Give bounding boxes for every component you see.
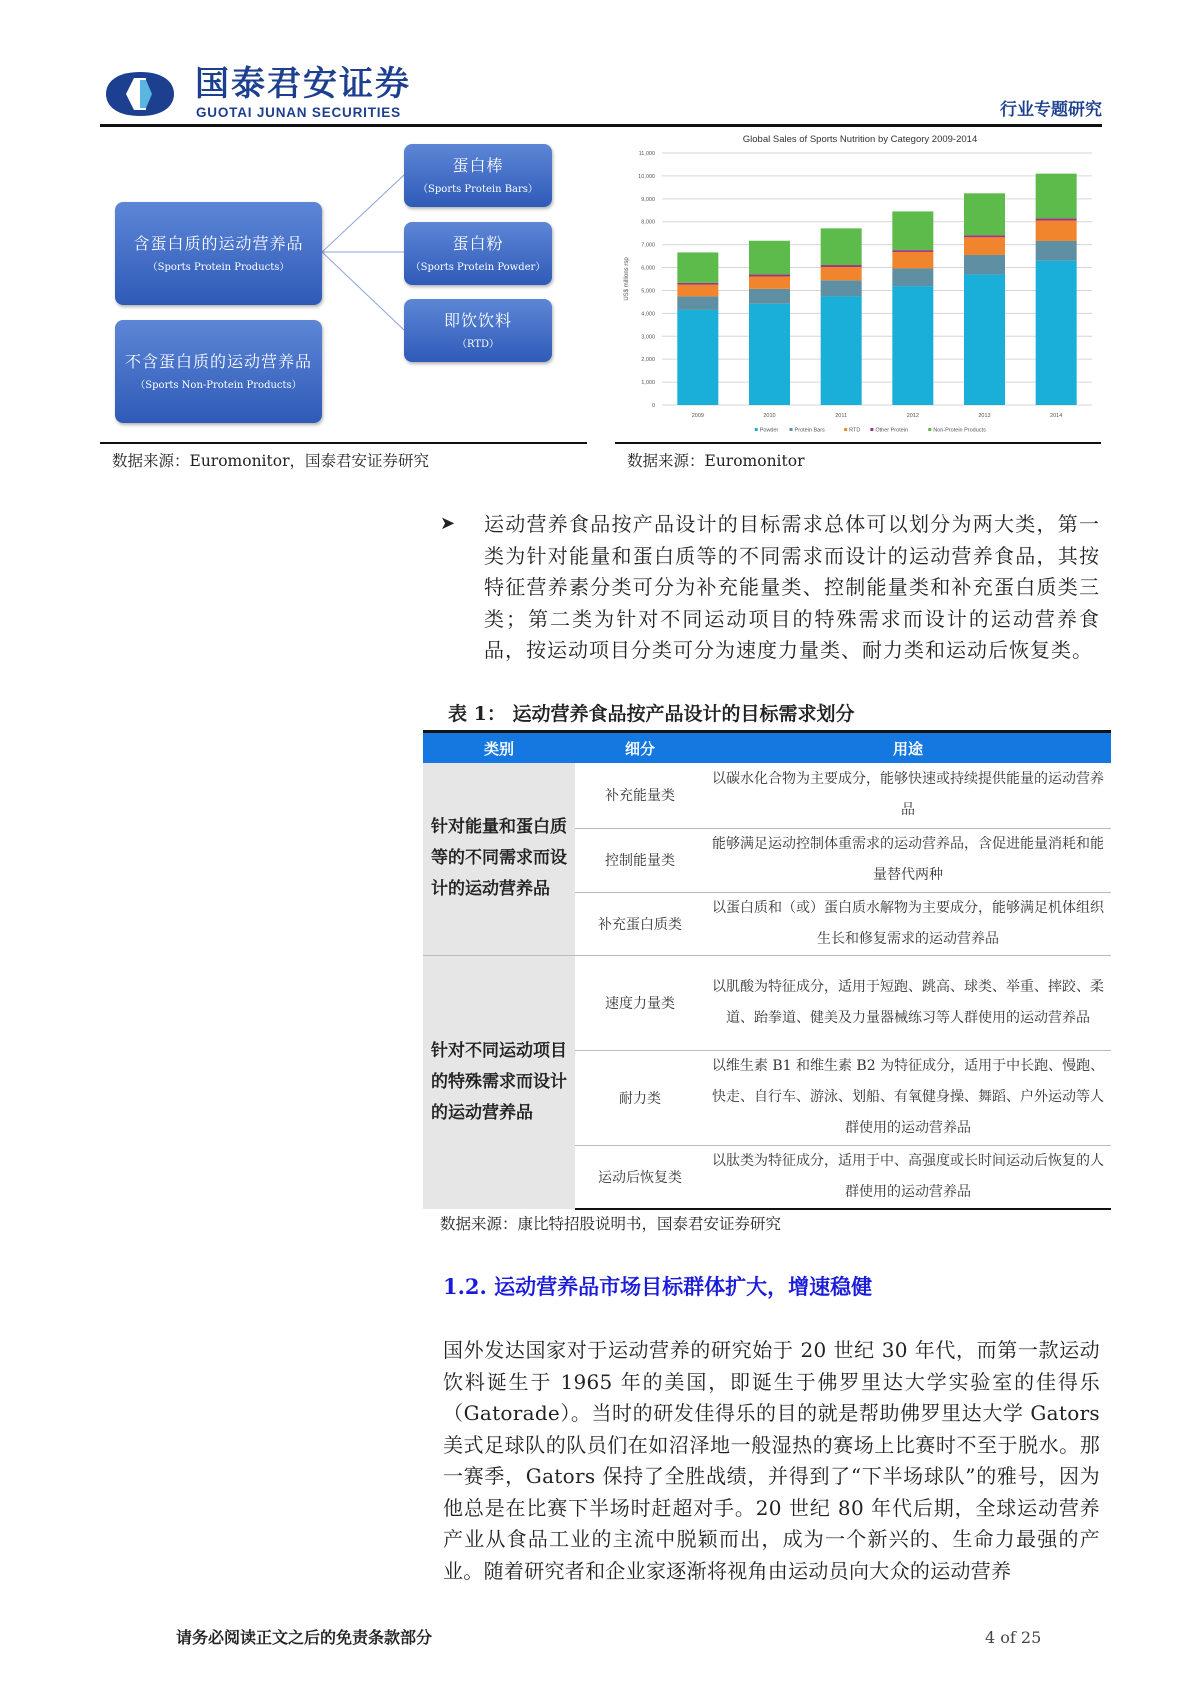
bar-segment-protein-bars	[749, 289, 790, 304]
y-tick-label: 7,000	[641, 242, 655, 249]
bar-segment-powder	[892, 286, 933, 405]
y-tick-label: 3,000	[641, 334, 655, 341]
protein-powder-box	[404, 222, 552, 285]
legend-label: Protein Bars	[794, 427, 825, 434]
company-logo-icon	[104, 70, 176, 118]
bar-segment-other-protein	[1036, 218, 1077, 220]
box-subtitle: （RTD）	[456, 338, 500, 350]
bar-segment-rtd	[964, 237, 1005, 255]
x-tick-label: 2012	[906, 413, 919, 419]
box-title: 蛋白棒	[452, 155, 504, 175]
bar-segment-other-protein	[677, 283, 718, 285]
arrow-bullet-icon: ➤	[440, 513, 456, 534]
header-usage: 用途	[705, 733, 1111, 763]
disclaimer-note: 请务必阅读正文之后的免责条款部分	[176, 1628, 433, 1647]
sales-chart	[620, 128, 1100, 440]
subcategory-cell: 控制能量类	[575, 828, 705, 892]
y-tick-label: 6,000	[641, 265, 655, 272]
bar-segment-powder	[749, 304, 790, 405]
category-cell: 针对能量和蛋白质等的不同需求而设计的运动营养品	[423, 763, 575, 955]
legend-swatch	[928, 428, 931, 431]
logo-text-en: GUOTAI JUNAN SECURITIES	[196, 105, 401, 120]
chart-title: Global Sales of Sports Nutrition by Category 2009-2014	[742, 134, 978, 145]
box-title: 蛋白粉	[452, 233, 504, 253]
table-row	[423, 955, 1111, 1050]
diagram-connectors	[322, 140, 412, 370]
subcategory-cell: 补充蛋白质类	[575, 892, 705, 955]
x-tick-label: 2010	[763, 413, 776, 419]
page-number: 4 of 25	[985, 1628, 1042, 1647]
subcategory-cell: 补充能量类	[575, 763, 705, 828]
bar-segment-rtd	[821, 267, 862, 280]
x-tick-label: 2014	[1050, 413, 1063, 419]
protein-products-box	[115, 202, 322, 305]
report-type: 行业专题研究	[1000, 100, 1102, 120]
figure-rule-right	[615, 442, 1101, 444]
header-rule	[100, 124, 1102, 127]
section-heading: 1.2. 运动营养品市场目标群体扩大，增速稳健	[443, 1274, 873, 1299]
box-subtitle: （Sports Non-Protein Products）	[135, 379, 302, 391]
source-caption-right: 数据来源：Euromonitor	[627, 452, 805, 470]
bar-segment-other-protein	[892, 250, 933, 252]
target-demand-table	[423, 733, 1111, 1210]
table-row	[423, 763, 1111, 828]
usage-cell: 以肽类为特征成分，适用于中、高强度或长时间运动后恢复的人群使用的运动营养品	[705, 1145, 1111, 1209]
bar-segment-protein-bars	[677, 296, 718, 310]
y-tick-label: 1,000	[641, 380, 655, 387]
bar-segment-powder	[821, 296, 862, 405]
legend-swatch	[755, 428, 758, 431]
usage-cell: 能够满足运动控制体重需求的运动营养品，含促进能量消耗和能量替代两种	[705, 828, 1111, 892]
section-body: 国外发达国家对于运动营养的研究始于 20 世纪 30 年代，而第一款运动饮料诞生于 1965 年的美国，即诞生于佛罗里达大学实验室的佳得乐（Gatorade）。当时的研发佳得乐的目的就是帮助佛罗里达大学 Gators 美式足球队的队员们在如沼泽地一般湿热的赛场上比赛时不至于脱水。那一赛季，Gators 保持了全胜战绩，并得到了“下半场球队”的雅号，因为他总是在比赛下半场时赶超对手。20 世纪 80 年代后期，全球运动营养产业从食品工业的主流中脱颖而出，成为一个新兴的、生命力最强的产业。随着研究者和企业家逐渐将视角由运动员向大众的运动营养	[443, 1338, 1100, 1583]
bar-segment-non-protein-products	[964, 193, 1005, 235]
bar-segment-non-protein-products	[892, 211, 933, 250]
source-caption-left: 数据来源：Euromonitor，国泰君安证券研究	[112, 452, 429, 470]
y-tick-label: 4,000	[641, 311, 655, 318]
legend-label: Non-Protein Products	[933, 427, 986, 434]
bar-segment-other-protein	[749, 274, 790, 276]
legend-label: Powder	[759, 427, 779, 434]
table-header-row	[423, 733, 1111, 763]
x-tick-label: 2009	[691, 413, 704, 419]
bar-segment-protein-bars	[1036, 241, 1077, 261]
box-subtitle: （Sports Protein Products）	[147, 261, 290, 273]
figure-rule-left	[100, 442, 587, 444]
bar-segment-rtd	[892, 252, 933, 268]
bar-segment-protein-bars	[821, 280, 862, 296]
y-tick-label: 11,000	[638, 151, 655, 157]
legend-label: Other Protein	[875, 427, 909, 434]
header-subcategory: 细分	[575, 733, 705, 763]
usage-cell: 以维生素 B1 和维生素 B2 为特征成分，适用于中长跑、慢跑、快走、自行车、游泳、划船、有氧健身操、舞蹈、户外运动等人群使用的运动营养品	[705, 1050, 1111, 1145]
y-tick-label: 5,000	[641, 288, 655, 295]
y-tick-label: 2,000	[641, 357, 655, 364]
usage-cell: 以蛋白质和（或）蛋白质水解物为主要成分，能够满足机体组织生长和修复需求的运动营养品	[705, 892, 1111, 955]
bar-segment-rtd	[1036, 221, 1077, 241]
bar-segment-powder	[964, 274, 1005, 405]
category-cell: 针对不同运动项目的特殊需求而设计的运动营养品	[423, 955, 575, 1209]
subcategory-cell: 运动后恢复类	[575, 1145, 705, 1209]
bar-segment-non-protein-products	[821, 228, 862, 265]
x-tick-label: 2011	[835, 413, 848, 419]
header-category: 类别	[423, 733, 575, 763]
legend-label: RTD	[849, 427, 861, 434]
x-tick-label: 2013	[978, 413, 991, 419]
bar-segment-rtd	[677, 285, 718, 297]
subcategory-cell: 速度力量类	[575, 955, 705, 1050]
box-subtitle: （Sports Protein Bars）	[418, 183, 538, 195]
bar-segment-non-protein-products	[749, 241, 790, 275]
logo-text-cn: 国泰君安证券	[195, 64, 411, 104]
y-tick-label: 0	[651, 403, 655, 409]
box-title: 含蛋白质的运动营养品	[133, 233, 304, 253]
legend-swatch	[790, 428, 793, 431]
bar-segment-protein-bars	[892, 268, 933, 286]
table-source-caption: 数据来源：康比特招股说明书，国泰君安证券研究	[440, 1215, 782, 1233]
legend-swatch	[844, 428, 847, 431]
y-tick-label: 8,000	[641, 219, 655, 226]
subcategory-cell: 耐力类	[575, 1050, 705, 1145]
legend-swatch	[870, 428, 873, 431]
usage-cell: 以肌酸为特征成分，适用于短跑、跳高、球类、举重、摔跤、柔道、跆拳道、健美及力量器械练习等人群使用的运动营养品	[705, 955, 1111, 1050]
box-title: 即饮饮料	[443, 310, 512, 330]
usage-cell: 以碳水化合物为主要成分，能够快速或持续提供能量的运动营养品	[705, 763, 1111, 828]
non-protein-products-box	[115, 320, 322, 423]
bullet-paragraph: 运动营养食品按产品设计的目标需求总体可以划分为两大类，第一类为针对能量和蛋白质等的不同需求而设计的运动营养食品，其按特征营养素分类可分为补充能量类、控制能量类和补充蛋白质类三类；第二类为针对不同运动项目的特殊需求而设计的运动营养食品，按运动项目分类可分为速度力量类、耐力类和运动后恢复类。	[484, 512, 1100, 662]
y-tick-label: 9,000	[641, 196, 655, 203]
rtd-box	[404, 299, 552, 362]
bar-segment-other-protein	[964, 235, 1005, 237]
y-tick-label: 10,000	[638, 173, 655, 180]
y-axis-label: US$ millions rsp	[624, 257, 630, 301]
bar-segment-non-protein-products	[677, 252, 718, 282]
bar-segment-powder	[1036, 261, 1077, 405]
bar-segment-non-protein-products	[1036, 174, 1077, 219]
bar-segment-protein-bars	[964, 255, 1005, 274]
box-subtitle: （Sports Protein Powder）	[410, 261, 546, 273]
bar-segment-other-protein	[821, 265, 862, 267]
bar-segment-rtd	[749, 276, 790, 288]
protein-bars-box	[404, 144, 552, 207]
table-title: 表 1： 运动营养食品按产品设计的目标需求划分	[448, 703, 855, 725]
bar-segment-powder	[677, 310, 718, 405]
box-title: 不含蛋白质的运动营养品	[124, 351, 312, 371]
